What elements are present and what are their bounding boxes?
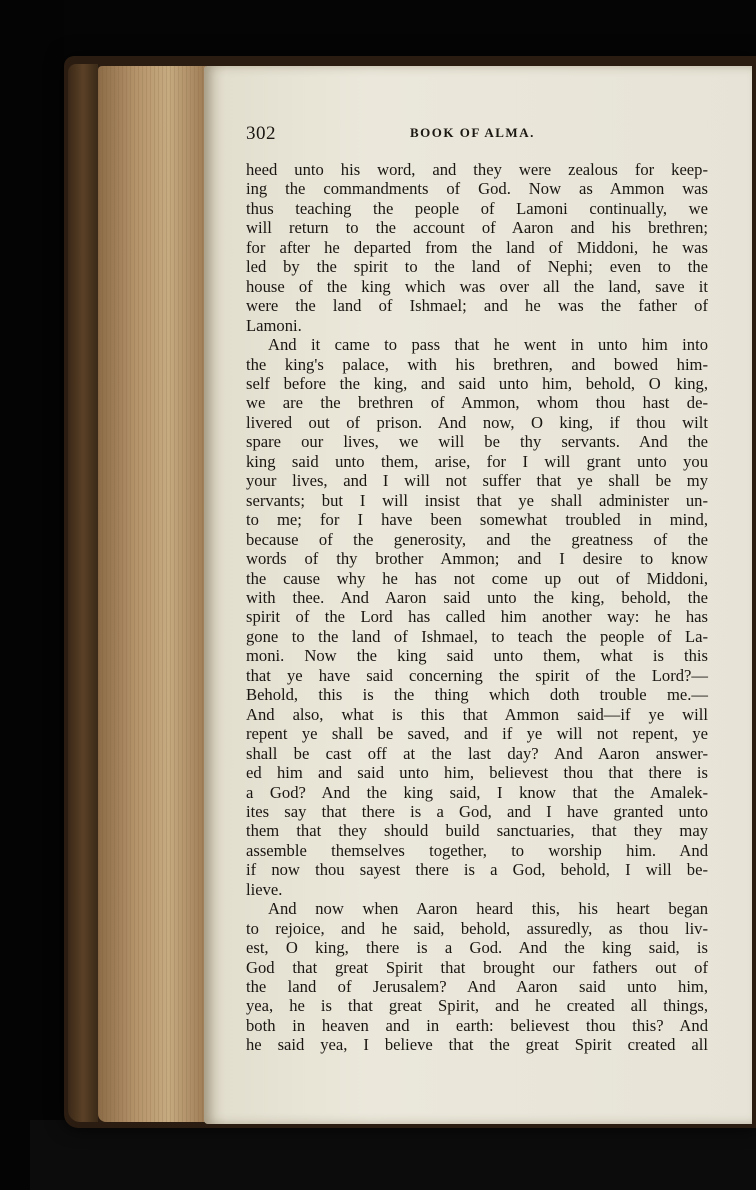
text-line: ed him and said unto him, believest thou that there is (246, 763, 708, 783)
text-line: heed unto his word, and they were zealous for keep- (246, 160, 708, 179)
text-line: servants; but I will insist that ye shall administer un- (246, 490, 708, 510)
text-line: And it came to pass that he went in unto him into (268, 335, 708, 355)
text-line: spare our lives, we will be thy servants. And the (246, 432, 708, 452)
page-body-text (246, 160, 708, 1055)
text-line: because of the generosity, and the greatness of the (246, 529, 708, 549)
text-line: led by the spirit to the land of Nephi; even to the (246, 257, 708, 277)
text-line: Lamoni. (246, 315, 302, 335)
text-line: And also, what is this that Ammon said—if ye will (246, 704, 708, 724)
text-line: words of thy brother Ammon; and I desire to know (246, 549, 708, 569)
text-line: repent ye shall be saved, and if ye will not repent, ye (246, 724, 708, 744)
text-line: to rejoice, and he said, behold, assuredly, as thou liv- (246, 918, 708, 938)
text-line: self before the king, and said unto him, behold, O king, (246, 373, 708, 393)
text-line: your lives, and I will not suffer that ye shall be my (246, 471, 708, 491)
text-line: And now when Aaron heard this, his heart began (268, 899, 708, 919)
text-line: house of the king which was over all the land, save it (246, 276, 708, 296)
text-line: we are the brethren of Ammon, whom thou hast de- (246, 393, 708, 413)
text-line: the cause why he has not come up out of Middoni, (246, 568, 708, 588)
text-line: if now thou sayest there is a God, behold, I will be- (246, 860, 708, 880)
text-line: the king's palace, with his brethren, and bowed him- (246, 354, 708, 374)
text-line: were the land of Ishmael; and he was the father of (246, 296, 708, 316)
text-line: will return to the account of Aaron and his brethren; (246, 218, 708, 238)
text-line: a God? And the king said, I know that the Amalek- (246, 782, 708, 802)
text-line: both in heaven and in earth: believest thou this? And (246, 1015, 708, 1035)
text-line: ites say that there is a God, and I have granted unto (246, 801, 708, 821)
text-line: moni. Now the king said unto them, what is this (246, 646, 708, 666)
text-line: that ye have said concerning the spirit of the Lord?— (246, 665, 708, 685)
text-line: with thee. And Aaron said unto the king, behold, the (246, 587, 708, 607)
text-line: shall be cast off at the last day? And Aaron answer- (246, 743, 708, 763)
cover-spine-edge (68, 64, 98, 1122)
text-line: for after he departed from the land of Middoni, he was (246, 237, 708, 257)
text-line: ing the commandments of God. Now as Ammon was (246, 179, 708, 199)
text-line: he said yea, I believe that the great Spirit created all (246, 1035, 708, 1055)
text-line: king said unto them, arise, for I will grant unto you (246, 451, 708, 471)
text-line: thus teaching the people of Lamoni continually, we (246, 198, 708, 218)
background-left (0, 0, 64, 1190)
text-line: to me; for I have been somewhat troubled in mind, (246, 510, 708, 530)
running-head: BOOK OF ALMA. (410, 125, 535, 140)
text-line: gone to the land of Ishmael, to teach the people of La- (246, 626, 708, 646)
text-line: spirit of the Lord has called him another way: he has (246, 607, 708, 627)
page-number: 302 (246, 123, 276, 144)
text-line: est, O king, there is a God. And the king said, is (246, 938, 708, 958)
text-line: lieve. (246, 879, 283, 899)
text-line: assemble themselves together, to worship him. And (246, 840, 708, 860)
text-line: livered out of prison. And now, O king, if thou wilt (246, 412, 708, 432)
page-block-edges (98, 66, 206, 1122)
text-line: God that great Spirit that brought our fathers out of (246, 957, 708, 977)
text-line: them that they should build sanctuaries, that they may (246, 821, 708, 841)
text-line: yea, he is that great Spirit, and he created all things, (246, 996, 708, 1016)
text-line: Behold, this is the thing which doth trouble me.— (246, 685, 708, 705)
text-line: the land of Jerusalem? And Aaron said unto him, (246, 977, 708, 997)
table-shadow (30, 1120, 756, 1190)
